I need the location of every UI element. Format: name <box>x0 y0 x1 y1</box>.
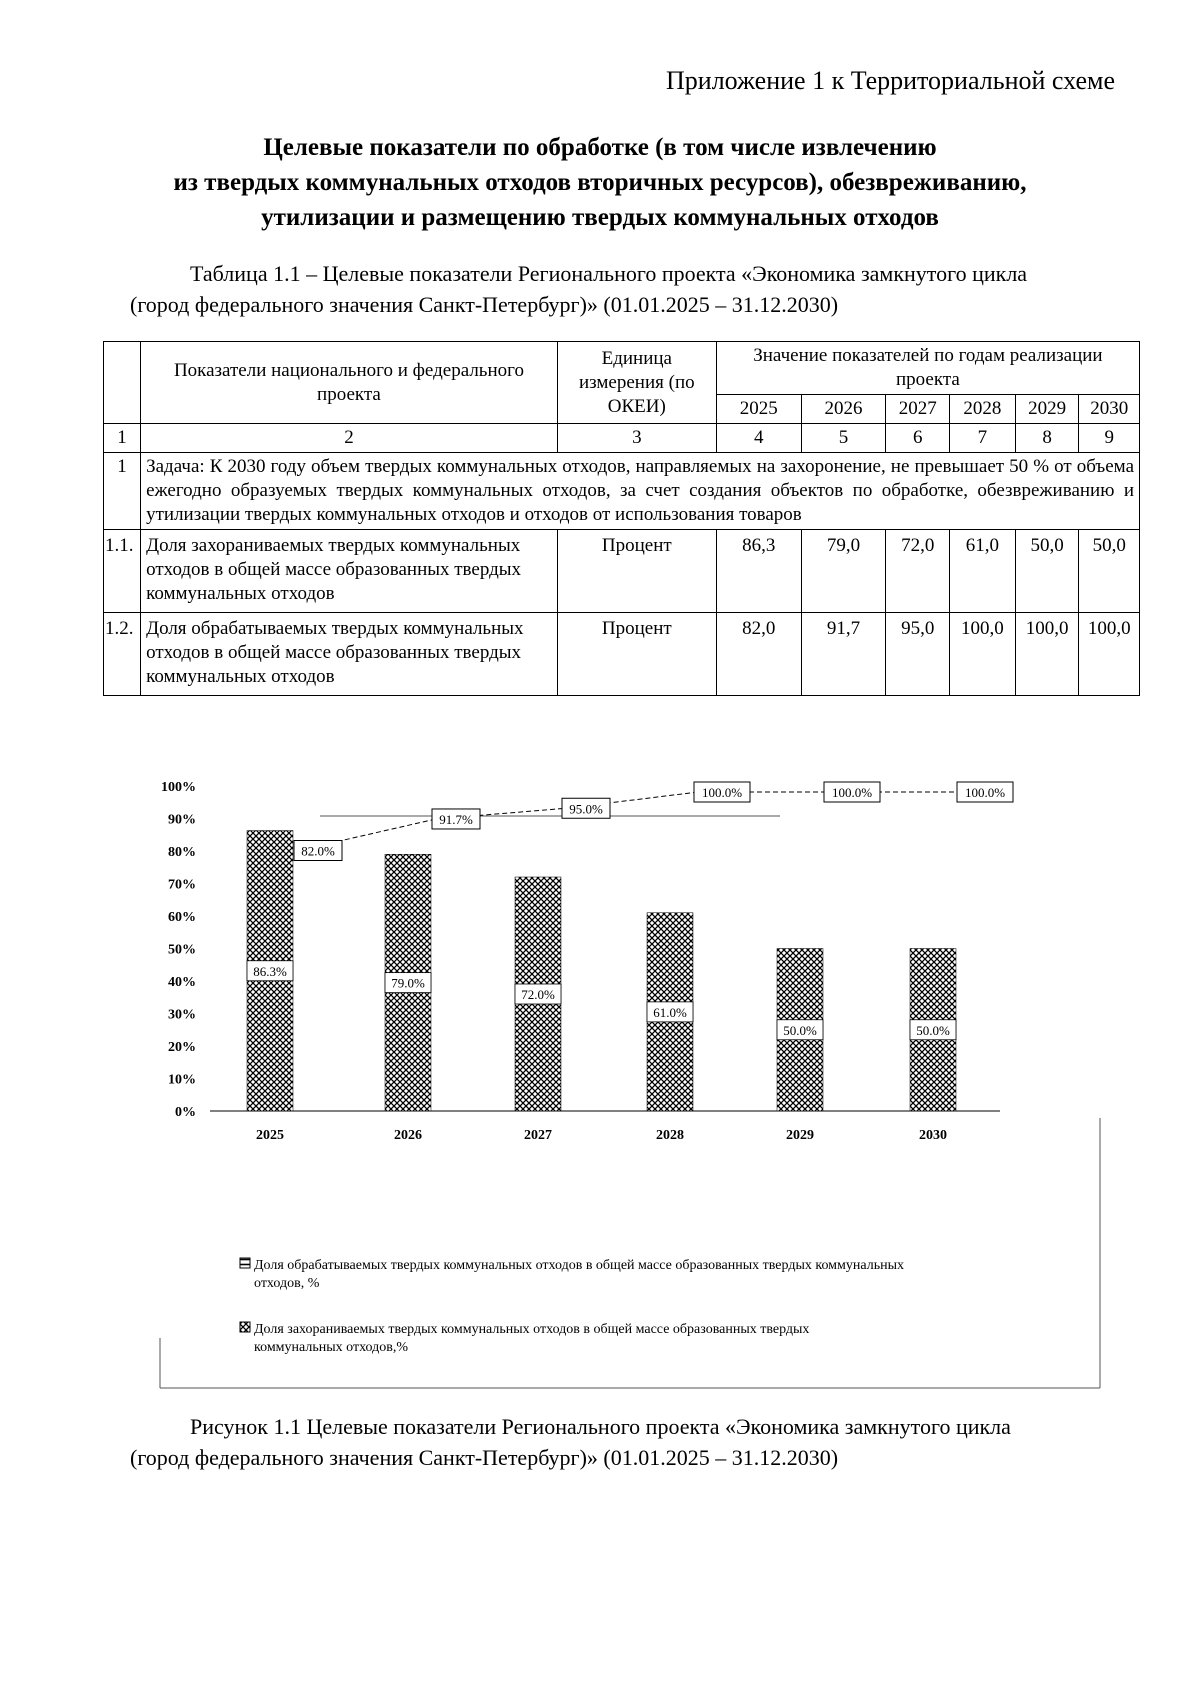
document-title <box>100 130 1100 235</box>
x-axis <box>256 1128 947 1143</box>
row-value: 100,0 <box>1015 613 1079 696</box>
data-label-landfilled: 50.0% <box>783 1022 817 1038</box>
legend-label-processed <box>254 1258 904 1291</box>
row-value: 61,0 <box>950 530 1016 613</box>
x-tick-label: 2029 <box>786 1128 814 1143</box>
table-header-values: Значение показателей по годам реализации проекта <box>716 342 1139 395</box>
title-line: утилизации и размещению твердых коммунальных отходов <box>261 204 939 231</box>
y-tick-label: 0% <box>175 1105 196 1120</box>
col-number: 3 <box>557 424 716 453</box>
row-name: Доля обрабатываемых твердых коммунальных отходов в общей массе образованных твердых коммунальных отходов <box>141 613 558 696</box>
row-value: 100,0 <box>1079 613 1140 696</box>
y-tick-label: 30% <box>168 1007 196 1023</box>
row-value: 82,0 <box>716 613 801 696</box>
row-value: 79,0 <box>801 530 886 613</box>
data-label-processed: 100.0% <box>701 785 743 800</box>
row-value: 86,3 <box>716 530 801 613</box>
legend-line: Доля обрабатываемых твердых коммунальных отходов в общей массе образованных твердых коммунальных <box>254 1258 904 1273</box>
y-tick-label: 60% <box>168 910 196 925</box>
chart-container <box>160 780 1110 1398</box>
row-value: 91,7 <box>801 613 886 696</box>
figure-caption <box>130 1411 1120 1473</box>
col-number: 9 <box>1079 424 1140 453</box>
task-text: Задача: К 2030 году объем твердых коммунальных отходов, направляемых на захоронение, не превышает 50 % от объема ежегодно образуемых твердых коммунальных отходов, за счет создания объектов по обработке, обезвреживанию и утилизации твердых коммунальных отходов и отходов от использования товаров <box>141 453 1140 530</box>
x-tick-label: 2028 <box>656 1128 684 1143</box>
x-tick-label: 2027 <box>524 1128 552 1143</box>
row-value: 72,0 <box>886 530 950 613</box>
col-number: 4 <box>716 424 801 453</box>
target-indicators-table <box>103 341 1140 696</box>
year-header: 2029 <box>1015 395 1079 424</box>
row-num: 1.1. <box>104 530 141 613</box>
table-header-indicator: Показатели национального и федерального проекта <box>141 342 558 424</box>
legend-swatch-processed <box>240 1258 250 1268</box>
col-number: 1 <box>104 424 141 453</box>
appendix-label: Приложение 1 к Территориальной схеме <box>666 66 1115 95</box>
data-label-processed: 100.0% <box>831 785 873 800</box>
data-label-landfilled: 72.0% <box>521 987 555 1002</box>
legend-line: Доля захораниваемых твердых коммунальных отходов в общей массе образованных твердых <box>254 1322 810 1337</box>
x-tick-label: 2026 <box>394 1128 422 1143</box>
table-row <box>104 530 1140 613</box>
row-name: Доля захораниваемых твердых коммунальных отходов в общей массе образованных твердых коммунальных отходов <box>141 530 558 613</box>
year-header: 2030 <box>1079 395 1140 424</box>
legend-line: коммунальных отходов,% <box>254 1340 409 1355</box>
x-tick-label: 2025 <box>256 1128 284 1143</box>
y-tick-label: 40% <box>168 975 196 990</box>
data-label-processed: 82.0% <box>301 843 335 859</box>
y-tick-label: 80% <box>168 845 196 860</box>
table-caption <box>130 258 1120 320</box>
col-number: 6 <box>886 424 950 453</box>
row-value: 50,0 <box>1015 530 1079 613</box>
x-tick-label: 2030 <box>919 1128 947 1143</box>
y-tick-label: 20% <box>168 1040 196 1055</box>
row-value: 50,0 <box>1079 530 1140 613</box>
title-line: из твердых коммунальных отходов вторичных ресурсов), обезвреживанию, <box>173 169 1027 196</box>
table-header-num <box>104 342 141 424</box>
data-label-landfilled: 61.0% <box>653 1004 687 1020</box>
data-label-processed: 100.0% <box>964 785 1006 800</box>
y-tick-label: 10% <box>168 1072 196 1088</box>
col-number: 2 <box>141 424 558 453</box>
legend-swatch-landfilled <box>240 1322 250 1332</box>
col-number: 7 <box>950 424 1016 453</box>
year-header: 2025 <box>716 395 801 424</box>
data-label-processed: 91.7% <box>439 811 473 827</box>
y-tick-label: 100% <box>161 780 196 795</box>
legend-label-landfilled <box>254 1322 809 1355</box>
data-labels <box>247 782 1013 1040</box>
year-header: 2026 <box>801 395 886 424</box>
data-label-landfilled: 79.0% <box>391 975 425 991</box>
legend-line: отходов, % <box>254 1276 320 1291</box>
task-num: 1 <box>104 453 141 530</box>
row-unit: Процент <box>557 613 716 696</box>
row-value: 100,0 <box>950 613 1016 696</box>
y-tick-label: 70% <box>168 877 196 893</box>
title-line: Целевые показатели по обработке (в том числе извлечению <box>263 134 937 161</box>
col-number: 8 <box>1015 424 1079 453</box>
target-indicators-chart <box>160 780 1110 1398</box>
y-tick-label: 90% <box>168 812 196 828</box>
figure-caption-line: Рисунок 1.1 Целевые показатели Регионального проекта «Экономика замкнутого цикла <box>190 1414 1011 1439</box>
row-unit: Процент <box>557 530 716 613</box>
table-caption-line: Таблица 1.1 – Целевые показатели Регионального проекта «Экономика замкнутого цикла <box>190 261 1028 286</box>
data-label-landfilled: 86.3% <box>253 963 287 979</box>
table-header-unit: Единица измерения (по ОКЕИ) <box>557 342 716 424</box>
row-value: 95,0 <box>886 613 950 696</box>
row-num: 1.2. <box>104 613 141 696</box>
legend <box>240 1258 904 1355</box>
y-tick-label: 50% <box>168 942 196 958</box>
year-header: 2027 <box>886 395 950 424</box>
table-caption-line: (город федерального значения Санкт-Петербург)» (01.01.2025 – 31.12.2030) <box>130 292 839 317</box>
figure-caption-line: (город федерального значения Санкт-Петербург)» (01.01.2025 – 31.12.2030) <box>130 1445 839 1470</box>
data-label-landfilled: 50.0% <box>916 1022 950 1038</box>
year-header: 2028 <box>950 395 1016 424</box>
table-row <box>104 613 1140 696</box>
col-number: 5 <box>801 424 886 453</box>
bars <box>247 790 963 1111</box>
data-label-processed: 95.0% <box>569 801 603 817</box>
